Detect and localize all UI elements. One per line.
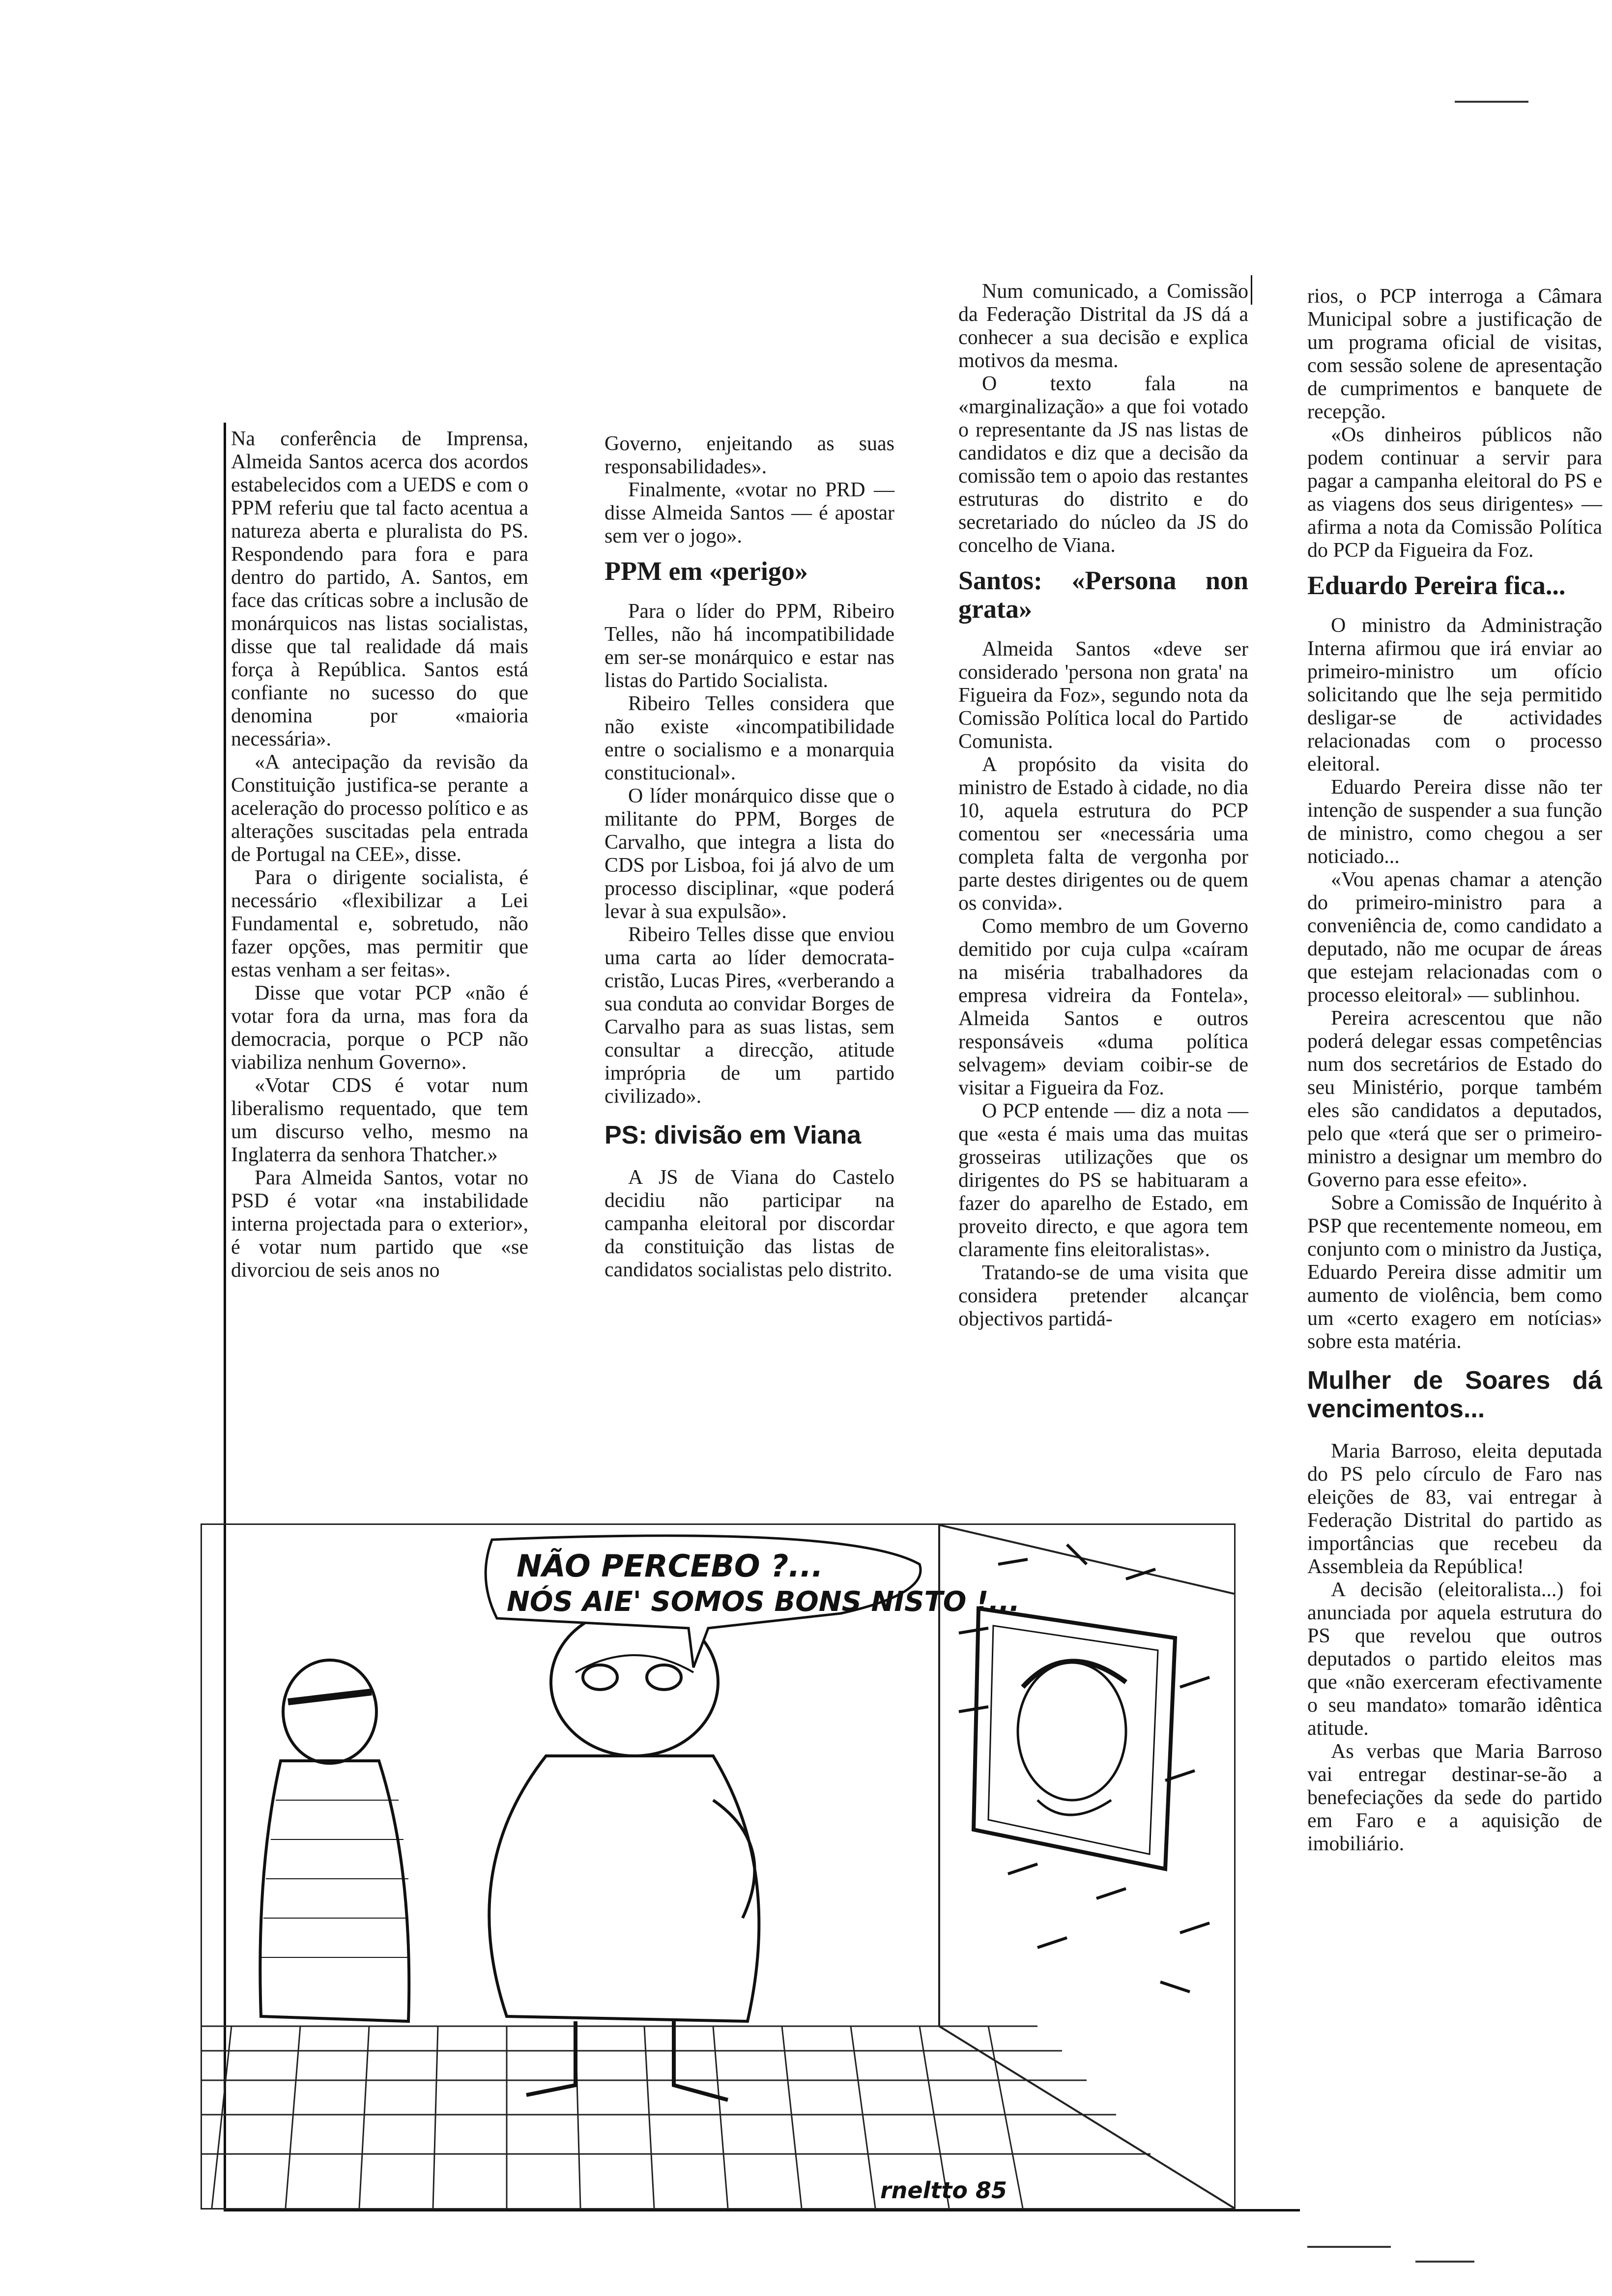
heading-ppm-perigo: PPM em «perigo» <box>604 556 808 586</box>
col2-paragraph: Finalmente, «votar no PRD — disse Almeida Santos — é apostar sem ver o jogo». <box>604 479 894 547</box>
bubble-line-1: NÃO PERCEBO ?... <box>517 1548 823 1584</box>
col4-paragraph: A decisão (eleitoralista...) foi anunciada por aquela estrutura do PS que revelou que outros deputados o partido eleitos mas que «não exerceram efectivamente o seu mandato» tomarão idêntica atitude. <box>1307 1578 1602 1740</box>
article-column-1 <box>231 428 528 1282</box>
col4-paragraph: Eduardo Pereira disse não ter intenção de suspender a sua função de ministro, como chegou a ser noticiado... <box>1307 776 1602 868</box>
col1-paragraph: Para Almeida Santos, votar no PSD é votar «na instabilidade interna projectada para o exterior», é votar num partido que «se divorciou de seis anos no <box>231 1167 528 1282</box>
col1-paragraph: Disse que votar PCP «não é votar fora da urna, mas fora da democracia, porque o PCP não viabiliza nenhum Governo». <box>231 982 528 1074</box>
col2-paragraph: Para o líder do PPM, Ribeiro Telles, não há incompatibilidade em ser-se monárquico e estar nas listas do Partido Socialista. <box>604 600 894 692</box>
col3-paragraph: Como membro de um Governo demitido por cuja culpa «caíram na miséria trabalhadores da empresa vidreira da Fontela», Almeida Santos e outros responsáveis «duma política selvagem» deviam coibir-se de visitar a Figueira da Foz. <box>958 915 1248 1099</box>
col3-paragraph: O texto fala na «marginalização» a que foi votado o representante da JS nas listas de candidatos e diz que a decisão da comissão tem o apoio das restantes estruturas do distrito e do secretariado do núcleo da JS do concelho de Viana. <box>958 373 1248 557</box>
wall-portrait <box>974 1608 1175 1869</box>
col3-paragraph: Tratando-se de uma visita que considera pretender alcançar objectivos partidá- <box>958 1262 1248 1330</box>
heading-persona-non-grata: Santos: «Persona non grata» <box>958 566 1248 624</box>
col2-paragraph: O líder monárquico disse que o militante do PPM, Borges de Carvalho, que integra a lista do CDS por Lisboa, foi já alvo de um processo disciplinar, «que poderá levar à sua expulsão». <box>604 785 894 923</box>
print-speck <box>1415 2261 1474 2263</box>
col1-paragraph: Na conferência de Imprensa, Almeida Santos acerca dos acordos estabelecidos com a UEDS e com o PPM referiu que tal facto acentua a natureza aberta e pluralista do PS. Respondendo para fora e para dentro do partido, A. Santos, em face das críticas sobre a inclusão de monárquicos nas listas socialistas, disse que tal realidade dá mais força à República. Santos está confiante no sucesso do que denomina por «maioria necessária». <box>231 428 528 750</box>
article-column-4 <box>1307 285 1602 1856</box>
heading-ps-divisao-viana: PS: divisão em Viana <box>604 1121 862 1149</box>
col4-paragraph: «Vou apenas chamar a atenção do primeiro-ministro para a conveniência de, como candidato a deputado, não me ocupar de áreas que estejam relacionadas com o processo eleitoral» — sublinhou. <box>1307 868 1602 1006</box>
col4-paragraph: Maria Barroso, eleita deputada do PS pelo círculo de Faro nas eleições de 83, vai entregar à Federação Distrital do partido as importâncias que recebeu da Assembleia da República! <box>1307 1440 1602 1578</box>
figure-left <box>260 1660 409 2021</box>
print-speck <box>1455 101 1528 103</box>
col4-paragraph: As verbas que Maria Barroso vai entregar destinar-se-ão a benefeciações da sede do partido em Faro e a aquisição de imobiliário. <box>1307 1740 1602 1855</box>
col2-paragraph: A JS de Viana do Castelo decidiu não participar na campanha eleitoral por discordar da constituição das listas de candidatos socialistas pelo distrito. <box>604 1166 894 1281</box>
article-column-3 <box>958 280 1248 1331</box>
heading-mulher-de-soares: Mulher de Soares dá vencimentos... <box>1307 1366 1602 1423</box>
col3-paragraph: Almeida Santos «deve ser considerado 'persona non grata' na Figueira da Foz», segundo nota da Comissão Política local do Partido Comunista. <box>958 638 1248 753</box>
col4-paragraph: Pereira acrescentou que não poderá delegar essas competências num dos secretários de Estado do seu Ministério, porque também eles são candidatos a deputados, pelo que «terá que ser o primeiro-ministro a designar um membro do Governo para esse efeito». <box>1307 1007 1602 1191</box>
column-divider <box>1251 275 1252 305</box>
col3-paragraph: A propósito da visita do ministro de Estado à cidade, no dia 10, aquela estrutura do PCP comentou ser «necessária uma completa falta de vergonha por parte destes dirigentes ou de quem os convida». <box>958 753 1248 915</box>
political-cartoon <box>201 1523 1236 2210</box>
col1-paragraph: «A antecipação da revisão da Constituição justifica-se perante a aceleração do processo político e as alterações suscitadas pela entrada de Portugal na CEE», disse. <box>231 751 528 866</box>
col4-paragraph: Sobre a Comissão de Inquérito à PSP que recentemente nomeou, em conjunto com o ministro da Justiça, Eduardo Pereira disse admitir um aumento de violência, bem como um «certo exagero em notícias» sobre esta matéria. <box>1307 1192 1602 1353</box>
wall-lines <box>939 1525 1234 2208</box>
heading-eduardo-pereira: Eduardo Pereira fica... <box>1307 571 1566 600</box>
col2-paragraph: Ribeiro Telles disse que enviou uma carta ao líder democrata-cristão, Lucas Pires, «verberando a sua conduta ao convidar Borges de Carvalho para as suas listas, sem consultar a direcção, atitude imprópria de um partido civilizado». <box>604 923 894 1108</box>
print-speck <box>1307 2246 1391 2248</box>
cartoon-drawing <box>202 1525 1234 2208</box>
cartoonist-signature: rneltto 85 <box>880 2177 1008 2204</box>
col2-paragraph: Ribeiro Telles considera que não existe «incompatibilidade entre o socialismo e a monarquia constitucional». <box>604 692 894 784</box>
col1-paragraph: Para o dirigente socialista, é necessário «flexibilizar a Lei Fundamental e, sobretudo, não fazer opções, mas permitir que estas venham a ser feitas». <box>231 866 528 981</box>
article-column-2 <box>604 432 894 1282</box>
col3-paragraph: O PCP entende — diz a nota — que «esta é mais uma das muitas grosseiras utilizações que os dirigentes do PS se habituaram a fazer do aparelho de Estado, em proveito directo, e que agora tem claramente fins eleitoralistas». <box>958 1100 1248 1261</box>
col4-paragraph: O ministro da Administração Interna afirmou que irá enviar ao primeiro-ministro um ofício solicitando que lhe seja permitido desligar-se de actividades relacionadas com o processo eleitoral. <box>1307 614 1602 775</box>
col4-paragraph: rios, o PCP interroga a Câmara Municipal sobre a justificação de um programa oficial de visitas, com sessão solene de apresentação de cumprimentos e banquete de recepção. <box>1307 285 1602 423</box>
bubble-line-2: NÓS AIE' SOMOS BONS NISTO !... <box>507 1586 1020 1618</box>
col2-paragraph: Governo, enjeitando as suas responsabilidades». <box>604 432 894 478</box>
floor-grid <box>202 2026 1151 2208</box>
col3-paragraph: Num comunicado, a Comissão da Federação Distrital da JS dá a conhecer a sua decisão e explica motivos da mesma. <box>958 280 1248 372</box>
col1-paragraph: «Votar CDS é votar num liberalismo requentado, que tem um discurso velho, mesmo na Inglaterra da senhora Thatcher.» <box>231 1074 528 1166</box>
col4-paragraph: «Os dinheiros públicos não podem continuar a servir para pagar a campanha eleitoral do PS e as viagens dos seus dirigentes» — afirma a nota da Comissão Política do PCP da Figueira da Foz. <box>1307 424 1602 562</box>
